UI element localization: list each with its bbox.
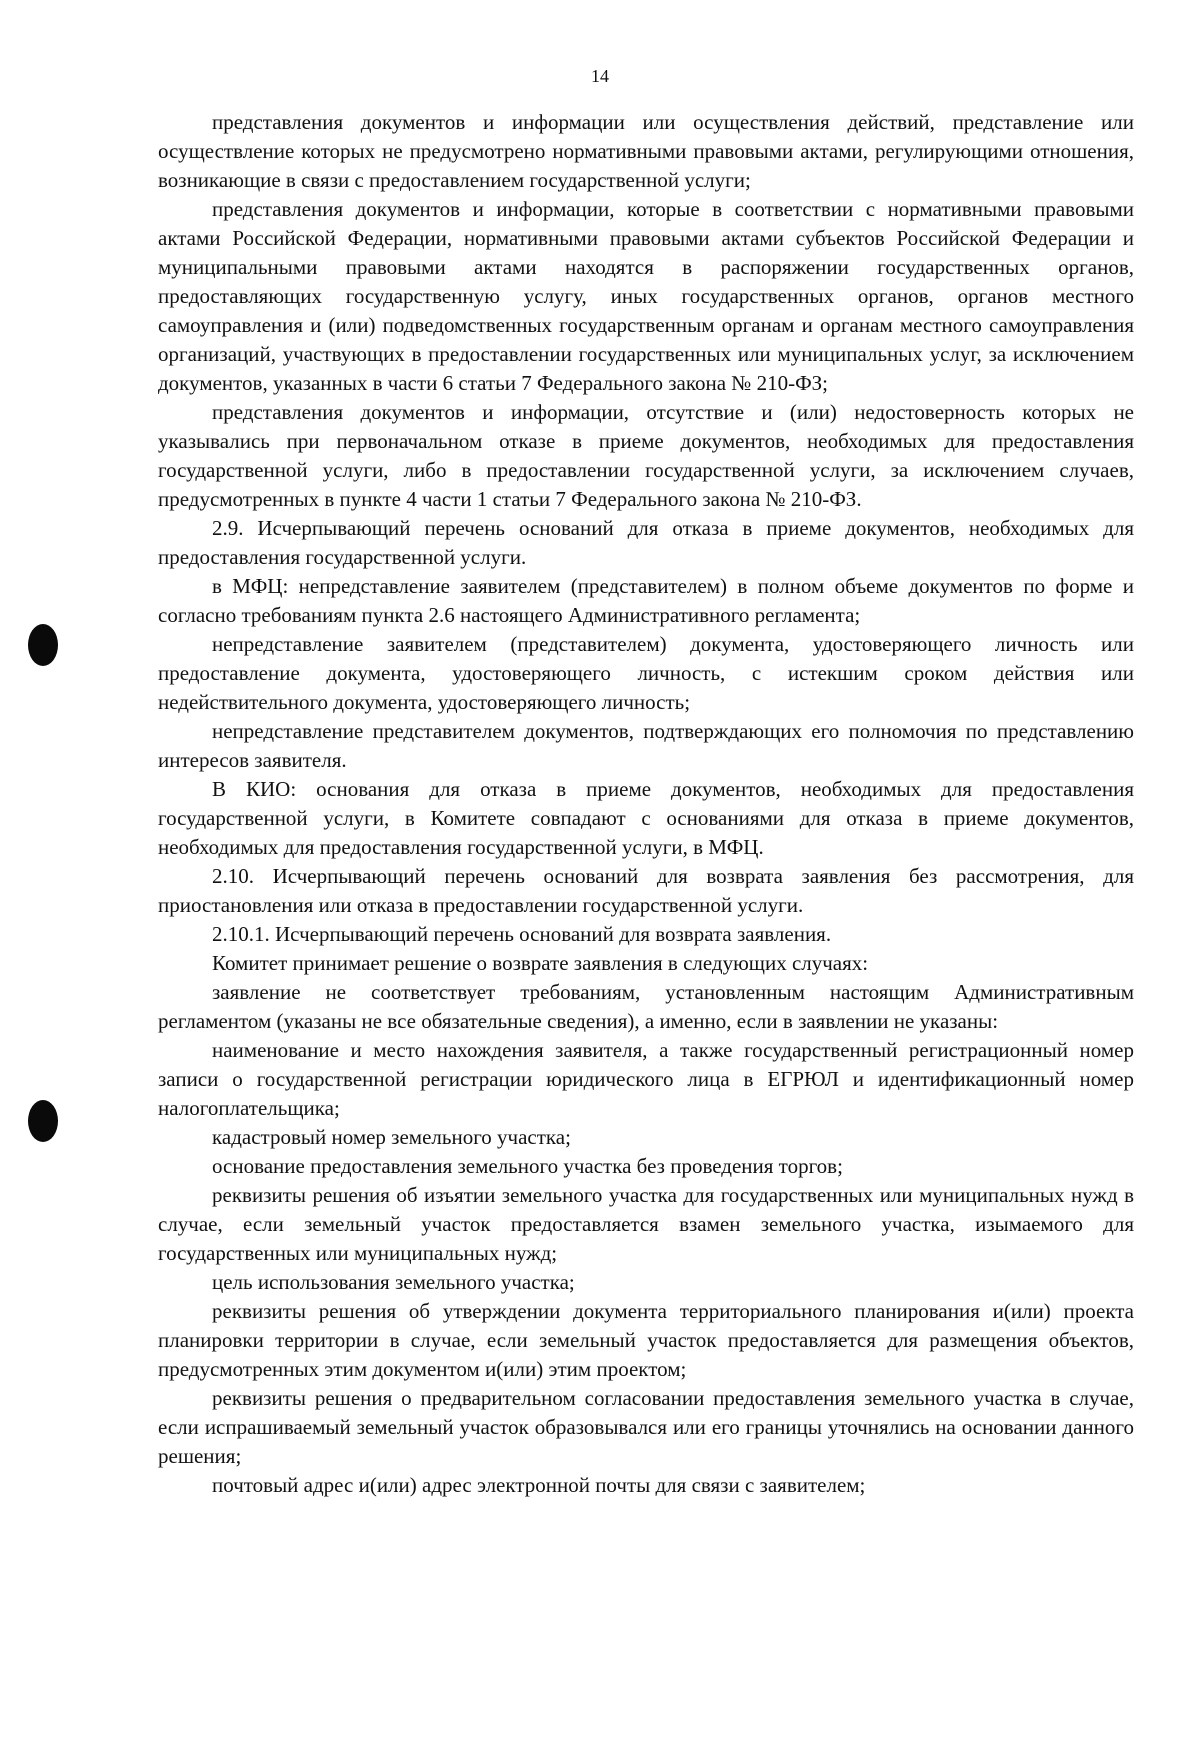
paragraph: непредставление представителем документов, подтверждающих его полномочия по представлению интересов заявителя.: [158, 719, 1134, 772]
section-heading-2-10: 2.10. Исчерпывающий перечень оснований для возврата заявления без рассмотрения, для приостановления или отказа в предоставлении государственной услуги.: [158, 864, 1134, 917]
section-heading-2-9: 2.9. Исчерпывающий перечень оснований для отказа в приеме документов, необходимых для предоставления государственной услуги.: [158, 516, 1134, 569]
binder-hole-mark: [28, 624, 58, 666]
binder-hole-mark: [28, 1100, 58, 1142]
paragraph: Комитет принимает решение о возврате заявления в следующих случаях:: [212, 951, 869, 975]
paragraph: кадастровый номер земельного участка;: [212, 1125, 571, 1149]
paragraph: почтовый адрес и(или) адрес электронной почты для связи с заявителем;: [212, 1473, 866, 1497]
section-heading-2-10-1: 2.10.1. Исчерпывающий перечень оснований для возврата заявления.: [212, 922, 832, 946]
paragraph: реквизиты решения об утверждении документа территориального планирования и(или) проекта планировки территории в случае, если земельный участок предоставляется для размещения объектов, предусмотренных этим документом и(или) этим проектом;: [158, 1299, 1134, 1381]
paragraph: В КИО: основания для отказа в приеме документов, необходимых для предоставления государственной услуги, в Комитете совпадают с основаниями для отказа в приеме документов, необходимых для предоставления государственной услуги, в МФЦ.: [158, 777, 1134, 859]
paragraph: заявление не соответствует требованиям, установленным настоящим Административным регламентом (указаны не все обязательные сведения), а именно, если в заявлении не указаны:: [158, 980, 1134, 1033]
paragraph: основание предоставления земельного участка без проведения торгов;: [212, 1154, 843, 1178]
paragraph: представления документов и информации, которые в соответствии с нормативными правовыми актами Российской Федерации, нормативными правовыми актами субъектов Российской Федерации и муниципальными правовыми актами находятся в распоряжении государственных органов, предоставляющих государственную услугу, иных государственных органов, органов местного самоуправления и (или) подведомственных государственным органам и органам местного самоуправления организаций, участвующих в предоставлении государственных или муниципальных услуг, за исключением документов, указанных в части 6 статьи 7 Федерального закона № 210-ФЗ;: [158, 197, 1134, 395]
paragraph: представления документов и информации или осуществления действий, представление или осуществление которых не предусмотрено нормативными правовыми актами, регулирующими отношения, возникающие в связи с предоставлением государственной услуги;: [158, 110, 1134, 192]
paragraph: реквизиты решения о предварительном согласовании предоставления земельного участка в случае, если испрашиваемый земельный участок образовывался или его границы уточнялись на основании данного решения;: [158, 1386, 1134, 1468]
paragraph: в МФЦ: непредставление заявителем (представителем) в полном объеме документов по форме и согласно требованиям пункта 2.6 настоящего Административного регламента;: [158, 574, 1134, 627]
paragraph: наименование и место нахождения заявителя, а также государственный регистрационный номер записи о государственной регистрации юридического лица в ЕГРЮЛ и идентификационный номер налогоплательщика;: [158, 1038, 1134, 1120]
paragraph: представления документов и информации, отсутствие и (или) недостоверность которых не указывались при первоначальном отказе в приеме документов, необходимых для предоставления государственной услуги, либо в предоставлении государственной услуги, за исключением случаев, предусмотренных в пункте 4 части 1 статьи 7 Федерального закона № 210-ФЗ.: [158, 400, 1134, 511]
paragraph: реквизиты решения об изъятии земельного участка для государственных или муниципальных нужд в случае, если земельный участок предоставляется взамен земельного участка, изымаемого для государственных или муниципальных нужд;: [158, 1183, 1134, 1265]
paragraph: цель использования земельного участка;: [212, 1270, 575, 1294]
document-body: [158, 108, 1134, 1500]
paragraph: непредставление заявителем (представителем) документа, удостоверяющего личность или предоставление документа, удостоверяющего личность, с истекшим сроком действия или недействительного документа, удостоверяющего личность;: [158, 632, 1134, 714]
page-number: 14: [591, 66, 609, 86]
